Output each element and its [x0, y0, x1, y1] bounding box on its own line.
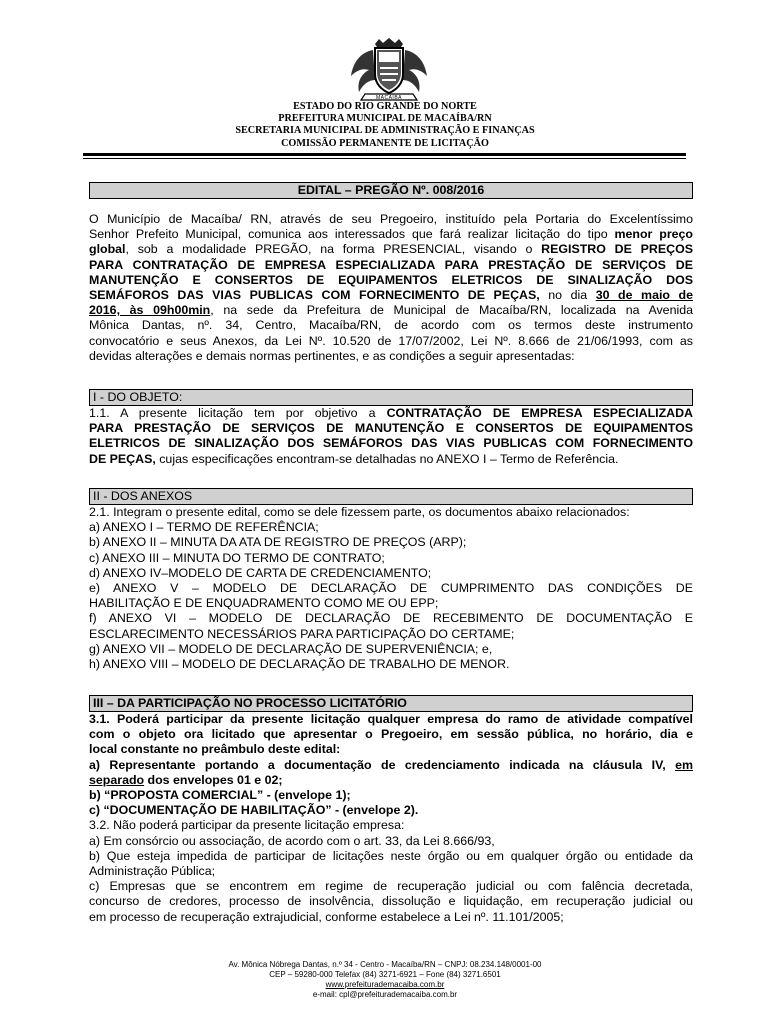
footer-phones: CEP – 59280-000 Telefax (84) 3271-6921 – Fone (84) 3271.6501 — [269, 970, 501, 979]
letterhead-state: ESTADO DO RIO GRANDE DO NORTE — [293, 101, 477, 112]
intro-paragraph — [89, 212, 693, 364]
letterhead-prefecture: PREFEITURA MUNICIPAL DE MACAÍBA/RN — [278, 113, 492, 125]
section-participacao-body: 3.1. Poderá participar da presente licitação qualquer empresa do ramo de atividade compatível com o objeto ora licitado que apresentar o Pregoeiro, em sessão pública, no horário, dia e local constante no preâmbulo deste edital: a) Representante portando a documentação de credenciamento indicada na cláusula IV, em separado dos envelopes 01 e 02; b) “PROPOSTA COMERCIAL” - (envelope 1); c) “DOCUMENTAÇÃO DE HABILITAÇÃO” - (envelope 2). 3.2. Não poderá participar da presente licitação empresa: a) Em consórcio ou associação, de acordo com o art. 33, da Lei 8.666/93, b) Que esteja impedida de participar de licitações neste órgão ou em qualquer órgão ou entidade da Administração Pública; c) Empresas que se encontrem em regime de recuperação judicial ou com falência decretada, concurso de credores, processo de insolvência, dissolução e liquidação, em recuperação judicial ou em processo de recuperação extrajudicial, conforme estabelece a Lei nº. 11.101/2005; — [89, 712, 693, 924]
page-footer — [0, 960, 770, 1000]
footer-address: Av. Mônica Nóbrega Dantas, n.º 34 - Centro - Macaíba/RN – CNPJ: 08.234.148/0001-00 — [228, 960, 542, 969]
header-rule-thin — [83, 158, 686, 159]
footer-website-link[interactable]: www.prefeiturademacaiba.com.br — [325, 980, 445, 989]
intro-line: convocatório e seus Anexos, da Lei Nº. 10.520 de 17/07/2002, Lei Nº. 8.666 de 21/06/1993, com as — [89, 333, 693, 348]
letterhead-commission: COMISSÃO PERMANENTE DE LICITAÇÃO — [281, 137, 489, 149]
edital-title: EDITAL – PREGÃO Nº. 008/2016 — [89, 182, 693, 199]
section-objeto-heading: I - DO OBJETO: — [89, 389, 693, 406]
intro-line: devidas alterações e demais normas pertinentes, e as condições a seguir apresentadas: — [89, 348, 575, 363]
intro-line: PARA CONTRATAÇÃO DE EMPRESA ESPECIALIZADA PARA PRESTAÇÃO DE SERVIÇOS DE — [89, 257, 693, 272]
intro-line: Senhor Prefeito Municipal, comunica aos interessados que fará realizar licitação do tipo menor preço — [89, 227, 693, 242]
intro-line: 2016, às 09h00min, na sede da Prefeitura de Municipal de Macaíba/RN, localizada na Avenida — [89, 303, 693, 318]
section-objeto-body: 1.1. A presente licitação tem por objetivo a CONTRATAÇÃO DE EMPRESA ESPECIALIZADA PARA PRESTAÇÃO DE SERVIÇOS DE MANUTENÇÃO E CONSERTOS DE EQUIPAMENTOS ELETRICOS DE SINALIZAÇÃO DOS SEMÁFOROS DAS VIAS PUBLICAS COM FORNECIMENTO DE PEÇAS, cujas especificações encontram-se detalhadas no ANEXO I – Termo de Referência. — [89, 406, 694, 466]
intro-line: Mônica Dantas, nº. 34, Centro, Macaíba/RN, de acordo com os termos deste instrumento — [89, 318, 693, 333]
letterhead — [0, 101, 770, 150]
letterhead-secretariat: SECRETARIA MUNICIPAL DE ADMINISTRAÇÃO E FINANÇAS — [235, 125, 535, 137]
crest-ribbon-text: MACAÍBA — [375, 95, 402, 101]
intro-line: O Município de Macaíba/ RN, através de seu Pregoeiro, instituído pela Portaria do Excelentíssimo — [89, 212, 693, 226]
intro-line: MANUTENÇÃO E CONSERTOS DE EQUIPAMENTOS ELETRICOS DE SINALIZAÇÃO DOS — [89, 272, 693, 287]
footer-email[interactable]: e-mail: cpl@prefeiturademacaiba.com.br — [312, 990, 458, 999]
section-participacao-heading: III – DA PARTICIPAÇÃO NO PROCESSO LICITATÓRIO — [89, 695, 693, 712]
header-rule-thick — [83, 153, 686, 156]
section-anexos-body: 2.1. Integram o presente edital, como se dele fizessem parte, os documentos abaixo relacionados: a) ANEXO I – TERMO DE REFERÊNCIA; b) ANEXO II – MINUTA DA ATA DE REGISTRO DE PREÇOS (ARP); c) ANEXO III – MINUTA DO TERMO DE CONTRATO; d) ANEXO IV–MODELO DE CARTA DE CREDENCIAMENTO; e) ANEXO V – MODELO DE DECLARAÇÃO DE CUMPRIMENTO DAS CONDIÇÕES DE HABILITAÇÃO E DE ENQUADRAMENTO COMO ME OU EPP; f) ANEXO VI – MODELO DE DECLARAÇÃO DE RECEBIMENTO DE DOCUMENTAÇÃO E ESCLARECIMENTO NECESSÁRIOS PARA PARTICIPAÇÃO DO CERTAME; g) ANEXO VII – MODELO DE DECLARAÇÃO DE SUPERVENIÊNCIA; e, h) ANEXO VIII – MODELO DE DECLARAÇÃO DE TRABALHO DE MENOR. — [89, 505, 693, 672]
section-anexos-heading: II - DOS ANEXOS — [89, 488, 693, 505]
intro-line: global, sob a modalidade PREGÃO, na forma PRESENCIAL, visando o REGISTRO DE PREÇOS — [89, 242, 693, 257]
intro-line: SEMÁFOROS DAS VIAS PUBLICAS COM FORNECIMENTO DE PEÇAS, no dia 30 de maio de — [89, 288, 693, 303]
